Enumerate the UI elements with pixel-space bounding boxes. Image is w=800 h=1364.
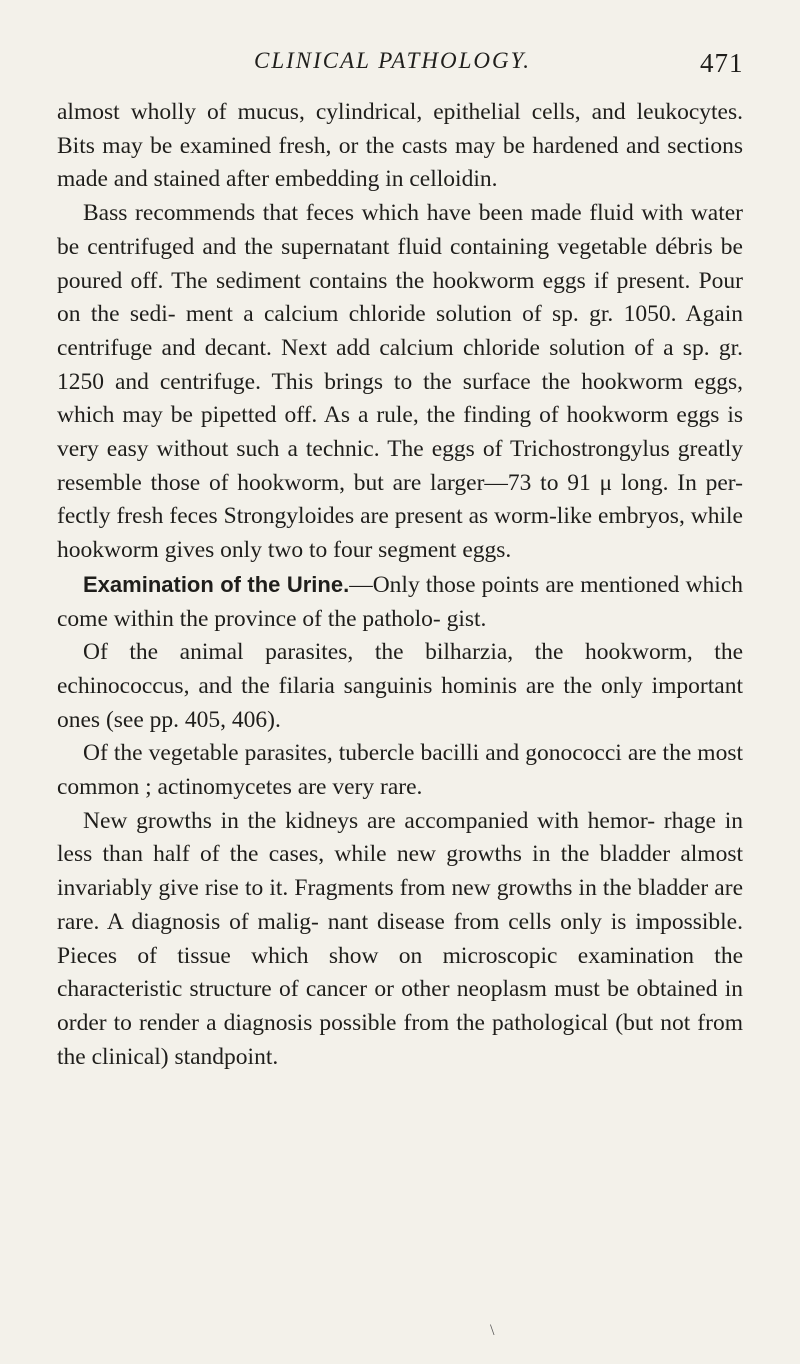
body-text — [57, 96, 743, 1074]
footer-mark: \ — [490, 1322, 495, 1339]
paragraph-5: Of the vegetable parasites, tubercle bacilli and gonococci are the most common ; actinomycetes are very rare. — [57, 740, 743, 801]
paragraph-3 — [57, 568, 743, 636]
paragraph-6: New growths in the kidneys are accompanied with hemor- rhage in less than half of the cases, while new growths in the bladder almost invariably give rise to it. Fragments from new growths in the bladder are rare. A diagnosis of malig- nant disease from cells only is impossible. Pieces of tissue which show on microscopic examination the characteristic structure of cancer or other neoplasm must be obtained in order to render a diagnosis possible from the pathological (but not from the clinical) standpoint. — [57, 807, 743, 1070]
paragraph-2: Bass recommends that feces which have been made fluid with water be centrifuged and the supernatant fluid containing vegetable débris be poured off. The sediment contains the hookworm eggs if present. Pour on the sedi- ment a calcium chloride solution of sp. gr. 1050. Again centrifuge and decant. Next add calcium chloride solution of a sp. gr. 1250 and centrifuge. This brings to the surface the hookworm eggs, which may be pipetted off. As a rule, the finding of hookworm eggs is very easy without such a technic. The eggs of Trichostrongylus greatly resemble those of hookworm, but are larger—73 to 91 μ long. In per- fectly fresh feces Strongyloides are present as worm-like embryos, while hookworm gives only two to four segment eggs. — [57, 200, 743, 564]
running-head: CLINICAL PATHOLOGY. — [254, 48, 532, 73]
section-heading: Examination of the Urine. — [83, 571, 350, 597]
paragraph-1: almost wholly of mucus, cylindrical, epithelial cells, and leukocytes. Bits may be examined fresh, or the casts may be hardened and sections made and stained after embedding in celloidin. — [57, 99, 743, 193]
page-header — [0, 48, 800, 88]
paragraph-4: Of the animal parasites, the bilharzia, the hookworm, the echinococcus, and the filaria sanguinis hominis are the only important ones (see pp. 405, 406). — [57, 639, 743, 733]
page-number: 471 — [700, 48, 744, 78]
paragraph-3-text: —Only those points are mentioned which come within the province of the patholo- gist. — [57, 571, 744, 632]
